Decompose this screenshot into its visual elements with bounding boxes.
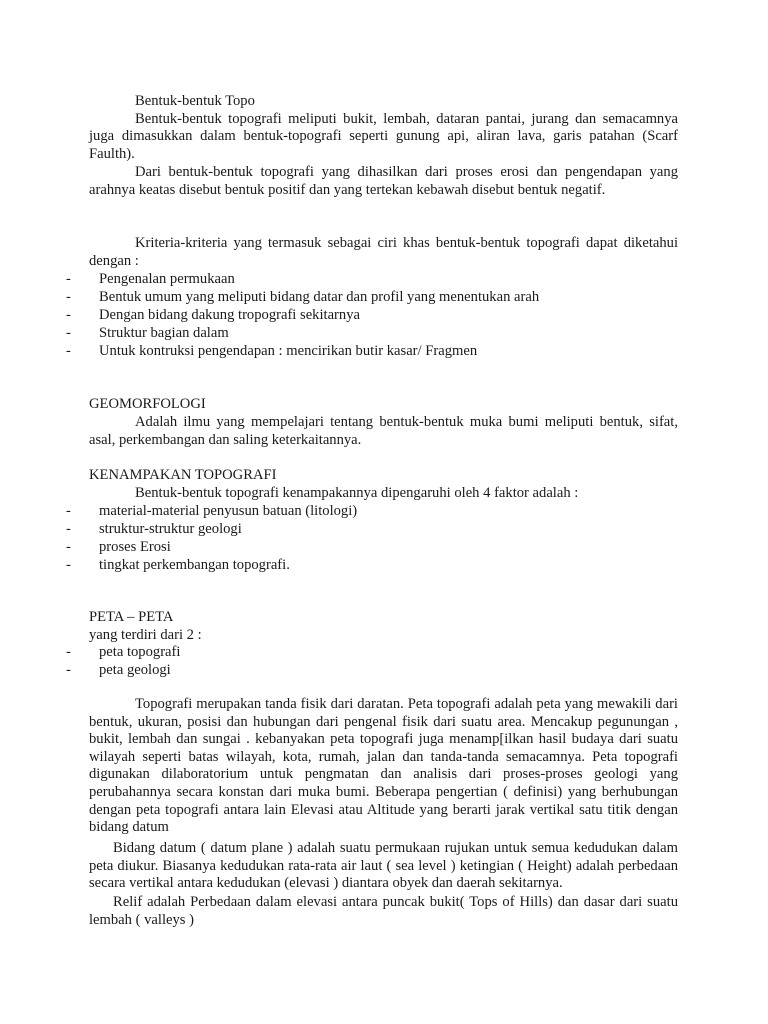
paragraph-kriteria: Kriteria-kriteria yang termasuk sebagai ciri khas bentuk-bentuk topografi dapat diketahui dengan :	[89, 235, 678, 269]
list-item-text: proses Erosi	[99, 539, 171, 555]
list-item-text: Struktur bagian dalam	[99, 325, 229, 341]
paragraph-peta: yang terdiri dari 2 :	[89, 627, 202, 643]
paragraph-kenampakan: Bentuk-bentuk topografi kenampakannya dipengaruhi oleh 4 faktor adalah :	[135, 485, 579, 501]
heading-kenampakan: KENAMPAKAN TOPOGRAFI	[89, 467, 277, 483]
paragraph-relif: Relif adalah Perbedaan dalam elevasi antara puncak bukit( Tops of Hills) dan dasar dari suatu lembah ( valleys )	[89, 894, 678, 928]
paragraph-topografi: Topografi merupakan tanda fisik dari daratan. Peta topografi adalah peta yang mewakili dari bentuk, ukuran, posisi dan hubungan dari pengenal fisik dari suatu area. Mencakup pegunungan , bukit, lembah dan sungai . kebanyakan peta topografi juga menamp[ilkan hasil budaya dari suatu wilayah seperti batas wilayah, kota, rumah, jalan dan tanda-tanda semacamnya. Peta topografi digunakan dilaboratorium untuk pengmatan dan analisis dari proses-proses geologi yang perubahannya secara konstan dari muka bumi. Beberapa pengertian ( definisi) yang berhubungan dengan peta topografi antara lain Elevasi atau Altitude yang berarti jarak vertikal satu titik dengan bidang datum	[89, 696, 678, 836]
list-item-text: Bentuk umum yang meliputi bidang datar dan profil yang menentukan arah	[99, 289, 540, 305]
paragraph-geomorfologi: Adalah ilmu yang mempelajari tentang bentuk-bentuk muka bumi meliputi bentuk, sifat, asal, perkembangan dan saling keterkaitannya.	[89, 414, 678, 448]
paragraph-text: Bentuk-bentuk topografi meliputi bukit, lembah, dataran pantai, jurang dan semacamnya juga dimasukkan dalam bentuk-topografi seperti gunung api, aliran lava, garis patahan (Scarf Faulth).	[89, 110, 678, 162]
list-item-text: struktur-struktur geologi	[99, 521, 242, 537]
paragraph-bentuk-topo	[89, 93, 678, 163]
heading-geomorfologi: GEOMORFOLOGI	[89, 396, 206, 412]
list-item-text: peta geologi	[99, 662, 171, 678]
list-item-text: material-material penyusun batuan (litologi)	[99, 503, 358, 519]
list-item-text: Pengenalan permukaan	[99, 271, 235, 287]
list-item-text: Untuk kontruksi pengendapan : mencirikan butir kasar/ Fragmen	[99, 343, 478, 359]
document-page: Bentuk-bentuk Topo Bentuk-bentuk topografi meliputi bukit, lembah, dataran pantai, jurang dan semacamnya juga dimasukkan dalam bentuk-topografi seperti gunung api, aliran lava, garis patahan (Scarf Faulth). Dari bentuk-bentuk topografi yang dihasilkan dari proses erosi dan pengendapan yang arahnya keatas disebut bentuk positif dan yang tertekan kebawah disebut bentuk negatif. Kriteria-kriteria yang termasuk sebagai ciri khas bentuk-bentuk topografi dapat diketahui dengan : - Pengenalan permukaan - Bentuk umum yang meliputi bidang datar dan profil yang menentukan arah - Dengan bidang dakung tropografi sekitarnya - Struktur bagian dalam - Untuk kontruksi pengendapan : mencirikan butir kasar/ Fragmen GEOMORFOLOGI Adalah ilmu yang mempelajari tentang bentuk-bentuk muka bumi meliputi bentuk, sifat, asal, perkembangan dan saling keterkaitannya. KENAMPAKAN TOPOGRAFI Bentuk-bentuk topografi kenampakannya dipengaruhi oleh 4 faktor adalah : - material-material penyusun batuan (litologi) - struktur-struktur geologi - proses Erosi - tingkat perkembangan topografi. PETA – PETA yang terdiri dari 2 : - peta topografi - peta geologi Topografi merupakan tanda fisik dari daratan. Peta topografi adalah peta yang mewakili dari bentuk, ukuran, posisi dan hubungan dari pengenal fisik dari suatu area. Mencakup pegunungan , bukit, lembah dan sungai . kebanyakan peta topografi juga menamp[ilkan hasil budaya dari suatu wilayah seperti batas wilayah, kota, rumah, jalan dan tanda-tanda semacamnya. Peta topografi digunakan dilaboratorium untuk pengmatan dan analisis dari proses-proses geologi yang perubahannya secara konstan dari muka bumi. Beberapa pengertian ( definisi) yang berhubungan dengan peta topografi antara lain Elevasi atau Altitude yang berarti jarak vertikal satu titik dengan bidang datum Bidang datum ( datum plane ) adalah suatu permukaan rujukan untuk semua kedudukan dalam peta diukur. Biasanya kedudukan rata-rata air laut ( sea level ) ketingian ( Height) adalah perbedaan secara vertikal antara kedudukan (elevasi ) diantara obyek dan daerah sekitarnya. Relif adalah Perbedaan dalam elevasi antara puncak bukit( Tops of Hills) dan dasar dari suatu lembah ( valleys )	[66, 93, 678, 928]
section-title: Bentuk-bentuk Topo	[135, 93, 255, 109]
heading-peta: PETA – PETA	[89, 609, 174, 625]
paragraph-bidang-datum: Bidang datum ( datum plane ) adalah suatu permukaan rujukan untuk semua kedudukan dalam peta diukur. Biasanya kedudukan rata-rata air laut ( sea level ) ketingian ( Height) adalah perbedaan secara vertikal antara kedudukan (elevasi ) diantara obyek dan daerah sekitarnya.	[89, 840, 678, 892]
paragraph-bentuk-positif: Dari bentuk-bentuk topografi yang dihasilkan dari proses erosi dan pengendapan yang arahnya keatas disebut bentuk positif dan yang tertekan kebawah disebut bentuk negatif.	[89, 164, 678, 198]
list-item-text: tingkat perkembangan topografi.	[99, 557, 290, 573]
list-item-text: Dengan bidang dakung tropografi sekitarnya	[99, 307, 360, 323]
list-item-text: peta topografi	[99, 644, 181, 660]
